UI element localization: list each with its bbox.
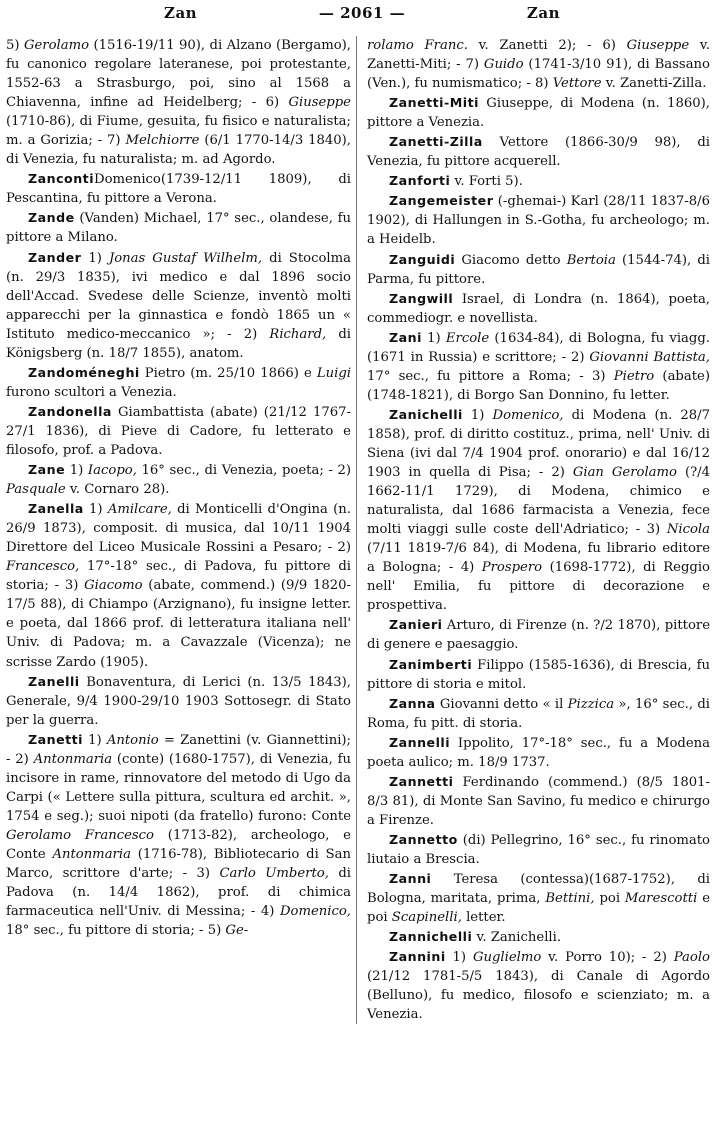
entry-headword: Zane: [28, 462, 66, 478]
entry-text: (1713-82), archeologo, e Conte: [6, 827, 351, 862]
entry-text: 1): [462, 407, 493, 423]
entry-headword: Zanforti: [389, 173, 451, 189]
entry-text: (Vanden) Michael, 17° sec., olandese, fu pittore a Milano.: [6, 211, 351, 246]
entry-italic-name: Jonas Gustaf Wilhelm,: [108, 250, 263, 266]
page-number: — 2061 —: [318, 4, 406, 22]
header-right-keyword: Zan: [526, 4, 560, 22]
entry-text: 1): [421, 330, 446, 346]
entry-headword: Zandonella: [28, 403, 112, 419]
entry-text: e poi: [367, 891, 710, 926]
entry-text: (di) Pellegrino, 16° sec., fu rinomato liutaio a Brescia.: [367, 832, 710, 867]
entry-text: v. Zanichelli.: [472, 930, 562, 946]
entry-text: Vettore (1866-30/9 98), di Venezia, fu pittore acquerell.: [367, 135, 710, 170]
entry-text: 5): [6, 38, 24, 53]
entry-text: v. Zanetti 2); - 6): [467, 38, 627, 53]
entry-text: di Padova (n. 14/4 1862), prof. di chimica farmaceutica nell'Univ. di Messina; - 4): [6, 866, 351, 920]
entry-headword: Zanella: [28, 501, 84, 517]
entry-italic-name: Scapinelli,: [391, 910, 462, 926]
entry-text: 18° sec., fu pittore di storia; - 5): [6, 923, 226, 939]
entry-text: Arturo, di Firenze (n. ?/2 1870), pittore di genere e paesaggio.: [367, 618, 710, 653]
entry-headword: Zanichelli: [389, 406, 463, 422]
entry-headword: Zanetti-Miti: [389, 95, 479, 111]
entry-italic-name: Antonmaria: [52, 846, 131, 862]
entry-italic-name: Bettini,: [545, 891, 595, 907]
entry-italic-name: Gerolamo: [23, 38, 90, 53]
entry-italic-name: Gerolamo Francesco: [6, 827, 154, 843]
entry-text: (-ghemai-) Karl (28/11 1837-8/6 1902), di Hallungen in S.-Gotha, fu archeologo; m. a Heidelb.: [367, 194, 710, 248]
entry-italic-name: Pietro: [613, 368, 655, 384]
dictionary-entry: [6, 402, 351, 460]
entry-headword: Zanconti: [28, 171, 95, 187]
entry-text: Israel, di Londra (n. 1864), poeta, commediogr. e novellista.: [367, 291, 710, 326]
entry-headword: Zandoméneghi: [28, 364, 140, 380]
entry-text: (7/11 1819-7/6 84), di Modena, fu librario editore a Bologna; - 4): [367, 541, 710, 576]
entry-text: 1): [83, 502, 108, 518]
entry-text: Ferdinando (commend.) (8/5 1801-8/3 81), di Monte San Savino, fu medico e chirurgo a Firenze.: [367, 774, 710, 828]
entry-italic-name: Melchiorre: [125, 133, 200, 149]
dictionary-entry: [6, 672, 351, 730]
entry-text: 17°-18° sec., di Padova, fu pittore di storia; - 3): [6, 559, 351, 594]
entry-text: = Zanettini (v. Giannettini); - 2): [6, 732, 351, 767]
entry-italic-name: Pasquale: [6, 482, 66, 498]
entry-headword: Zanguidi: [389, 251, 456, 267]
entry-text: », 16° sec., di Roma, fu pitt. di storia.: [367, 696, 710, 731]
entry-headword: Zanetti-Zilla: [389, 134, 483, 150]
entry-italic-name: Antonio: [106, 732, 159, 748]
entry-text: 1): [83, 732, 107, 748]
entry-headword: Zannetto: [389, 831, 458, 847]
entry-text: poi: [594, 891, 625, 907]
entry-text: Teresa (contessa)(1687-1752), di Bologna, maritata, prima,: [367, 872, 710, 907]
entry-italic-name: Guglielmo: [472, 950, 542, 966]
entry-text: 1): [445, 950, 473, 966]
entry-headword: Zander: [28, 249, 82, 265]
entry-text: (1710-86), di Fiume, gesuita, fu fisico e naturalista; m. a Gorizia; - 7): [6, 114, 351, 149]
entry-italic-name: Ercole: [445, 330, 490, 346]
entry-text: di Stocolma (n. 29/3 1835), ivi medico e dal 1896 socio dell'Accad. Svedese delle Scienze, inventò molti apparecchi per la ginnastica e fondò 1865 un « Istituto medico-meccanico »; - 2): [6, 250, 351, 342]
dictionary-entry: [6, 208, 351, 247]
entry-text: 16° sec., di Venezia, poeta; - 2): [136, 463, 352, 479]
entry-text: v. Zanetti-Zilla.: [601, 76, 707, 92]
entry-italic-name: Giuseppe: [626, 38, 690, 53]
entry-italic-name: Antonmaria: [33, 751, 113, 767]
entry-headword: Zande: [28, 210, 75, 226]
dictionary-entry: [6, 36, 351, 169]
entry-italic-name: Domenico,: [492, 407, 564, 423]
dictionary-entry: [6, 169, 351, 208]
entry-text: (conte) (1680-1757), di Venezia, fu incisore in rame, rinnovatore del metodo di Ugo da Carpi (« Lettere sulla pittura, scultura ed archit. », 1754 e seg.); suoi nipoti (da fratello) furono: Conte: [6, 751, 351, 824]
page-header: [6, 4, 710, 28]
entry-text: di Modena (n. 28/7 1858), prof. di diritto costituz., prima, nell' Univ. di Siena (ivi dal 7/4 1904 prof. onorario) e dal 16/12 1903 in quella di Pisa; - 2): [367, 407, 710, 481]
entry-headword: Zangwill: [389, 290, 454, 306]
entry-headword: Zannetti: [389, 773, 454, 789]
entry-headword: Zani: [389, 329, 422, 345]
entry-text: di Monticelli d'Ongina (n. 26/9 1873), composit. di musica, dal 10/11 1904 Direttore del Liceo Musicale Rossini a Pesaro; - 2): [6, 502, 351, 556]
entry-italic-name: Giacomo: [84, 578, 143, 594]
right-column: [363, 36, 710, 1024]
dictionary-entry: [367, 947, 710, 1024]
entry-text: Giovanni detto « il: [435, 696, 568, 712]
entry-text: letter.: [461, 910, 506, 926]
entry-headword: Zanieri: [389, 617, 443, 633]
entry-italic-name: Giovanni Battista,: [589, 349, 710, 365]
entry-headword: Zanimberti: [389, 656, 473, 672]
entry-italic-name: Gian Gerolamo: [572, 465, 677, 481]
dictionary-entry: [367, 132, 710, 171]
entry-italic-name: Domenico,: [279, 904, 351, 920]
dictionary-entry: [6, 363, 351, 402]
entry-headword: Zanni: [389, 871, 432, 887]
dictionary-entry: [6, 248, 351, 363]
entry-italic-name: Richard,: [269, 326, 327, 342]
dictionary-entry: [367, 927, 710, 947]
entry-italic-name: Bertoia: [566, 252, 616, 268]
text-columns: [6, 36, 710, 1024]
entry-headword: Zannini: [389, 949, 446, 965]
entry-italic-name: Ge-: [225, 923, 249, 939]
entry-text: (?/4 1662-11/1 1729), di Modena, chimico e naturalista, dal 1686 farmacista a Venezia, fece molti viaggi sulle coste dell'Adriatico; - 3): [367, 465, 710, 538]
entry-text: (1544-74), di Parma, fu pittore.: [367, 252, 710, 287]
entry-italic-name: Marescotti: [624, 891, 698, 907]
entry-text: v. Forti 5).: [450, 174, 523, 190]
entry-text: v. Cornaro 28).: [65, 482, 170, 498]
entry-text: Pietro (m. 25/10 1866) e: [139, 365, 317, 381]
entry-text: v. Porro 10); - 2): [541, 950, 674, 966]
entry-headword: Zanelli: [28, 673, 80, 689]
entry-italic-name: Pizzica: [567, 696, 615, 712]
entry-text: Ippolito, 17°-18° sec., fu a Modena poeta aulico; m. 18/9 1737.: [367, 735, 710, 770]
dictionary-entry: [367, 36, 710, 93]
entry-text: (1516-19/11 90), di Alzano (Bergamo), fu canonico regolare lateranese, poi protestante, 1552-63 a Strasburgo, poi, sino al 1568 a Chiavenna, infine ad Heidelberg; - 6): [6, 38, 351, 111]
entry-text: Giacomo detto: [455, 252, 567, 268]
entry-italic-name: rolamo Franc.: [367, 38, 468, 53]
entry-text: furono scultori a Venezia.: [6, 384, 177, 400]
entry-text: (1698-1772), di Reggio nell' Emilia, fu pittore di decorazione e prospettiva.: [367, 560, 710, 614]
entry-text: (abate) (1748-1821), di Borgo San Donnino, fu letter.: [367, 368, 710, 403]
entry-text: di Königsberg (n. 18/7 1855), anatom.: [6, 326, 352, 361]
entry-italic-name: Paolo: [673, 950, 710, 966]
entry-text: (abate, commend.) (9/9 1820-17/5 88), di Chiampo (Arzignano), fu insigne letter. e poeta, dal 1866 prof. di letteratura italiana nell' Univ. di Padova; m. a Cavazzale (Vicenza); ne scrisse Zardo (1905).: [6, 578, 352, 670]
dictionary-entry: [6, 499, 351, 671]
entry-italic-name: Prospero: [481, 560, 543, 576]
entry-text: (1634-84), di Bologna, fu viagg. (1671 in Russia) e scrittore; - 2): [367, 330, 710, 365]
entry-headword: Zanna: [389, 695, 436, 711]
entry-italic-name: Luigi: [316, 365, 351, 381]
entry-text: (1741-3/10 91), di Bassano (Ven.), fu numismatico; - 8): [367, 57, 710, 92]
dictionary-entry: [367, 733, 710, 772]
dictionary-entry: [367, 405, 710, 616]
dictionary-entry: [6, 730, 351, 941]
entry-text: Giuseppe, di Modena (n. 1860), pittore a Venezia.: [367, 96, 710, 131]
entry-text: Giambattista (abate) (21/12 1767-27/1 1836), di Pieve di Cadore, fu letterato e filosofo, prof. a Padova.: [6, 404, 351, 458]
entry-italic-name: Vettore: [552, 76, 602, 92]
dictionary-entry: [367, 289, 710, 328]
dictionary-entry: [367, 655, 710, 694]
entry-text: 1): [81, 250, 109, 266]
left-column: [6, 36, 357, 1024]
entry-italic-name: Nicola: [666, 522, 710, 538]
dictionary-entry: [367, 191, 710, 249]
entry-headword: Zanetti: [28, 731, 83, 747]
dictionary-entry: [367, 772, 710, 830]
dictionary-entry: [367, 171, 710, 191]
dictionary-entry: [367, 694, 710, 733]
dictionary-entry: [367, 328, 710, 405]
entry-text: (21/12 1781-5/5 1843), di Canale di Agordo (Belluno), fu medico, filosofo e scienziato; m. a Venezia.: [367, 969, 710, 1023]
dictionary-entry: [367, 250, 710, 289]
entry-headword: Zangemeister: [389, 193, 494, 209]
entry-italic-name: Guido: [483, 57, 524, 73]
entry-text: v. Zanetti-Miti; - 7): [367, 38, 710, 73]
dictionary-entry: [367, 830, 710, 869]
entry-headword: Zannichelli: [389, 929, 473, 945]
dictionary-entry: [367, 615, 710, 654]
entry-text: 17° sec., fu pittore a Roma; - 3): [367, 368, 614, 384]
entry-text: Domenico(1739-12/11 1809), di Pescantina, fu pittore a Verona.: [6, 172, 351, 207]
dictionary-entry: [6, 460, 351, 499]
dictionary-entry: [367, 869, 710, 927]
entry-headword: Zannelli: [389, 734, 451, 750]
dictionary-entry: [367, 93, 710, 132]
entry-text: (1716-78), Bibliotecario di San Marco, scrittore d'arte; - 3): [6, 846, 352, 882]
entry-text: 1): [65, 463, 88, 479]
header-left-keyword: Zan: [164, 4, 198, 22]
entry-italic-name: Amilcare,: [107, 502, 172, 518]
entry-text: (6/1 1770-14/3 1840), di Venezia, fu naturalista; m. ad Agordo.: [6, 133, 351, 168]
entry-text: Bonaventura, di Lerici (n. 13/5 1843), Generale, 9/4 1900-29/10 1903 Sottosegr. di Stato per la guerra.: [6, 674, 351, 728]
entry-italic-name: Iacopo,: [87, 463, 137, 479]
entry-text: Filippo (1585-1636), di Brescia, fu pittore di storia e mitol.: [367, 657, 710, 692]
entry-italic-name: Carlo Umberto,: [219, 866, 329, 882]
entry-italic-name: Francesco,: [6, 559, 80, 575]
entry-italic-name: Giuseppe: [288, 95, 351, 111]
